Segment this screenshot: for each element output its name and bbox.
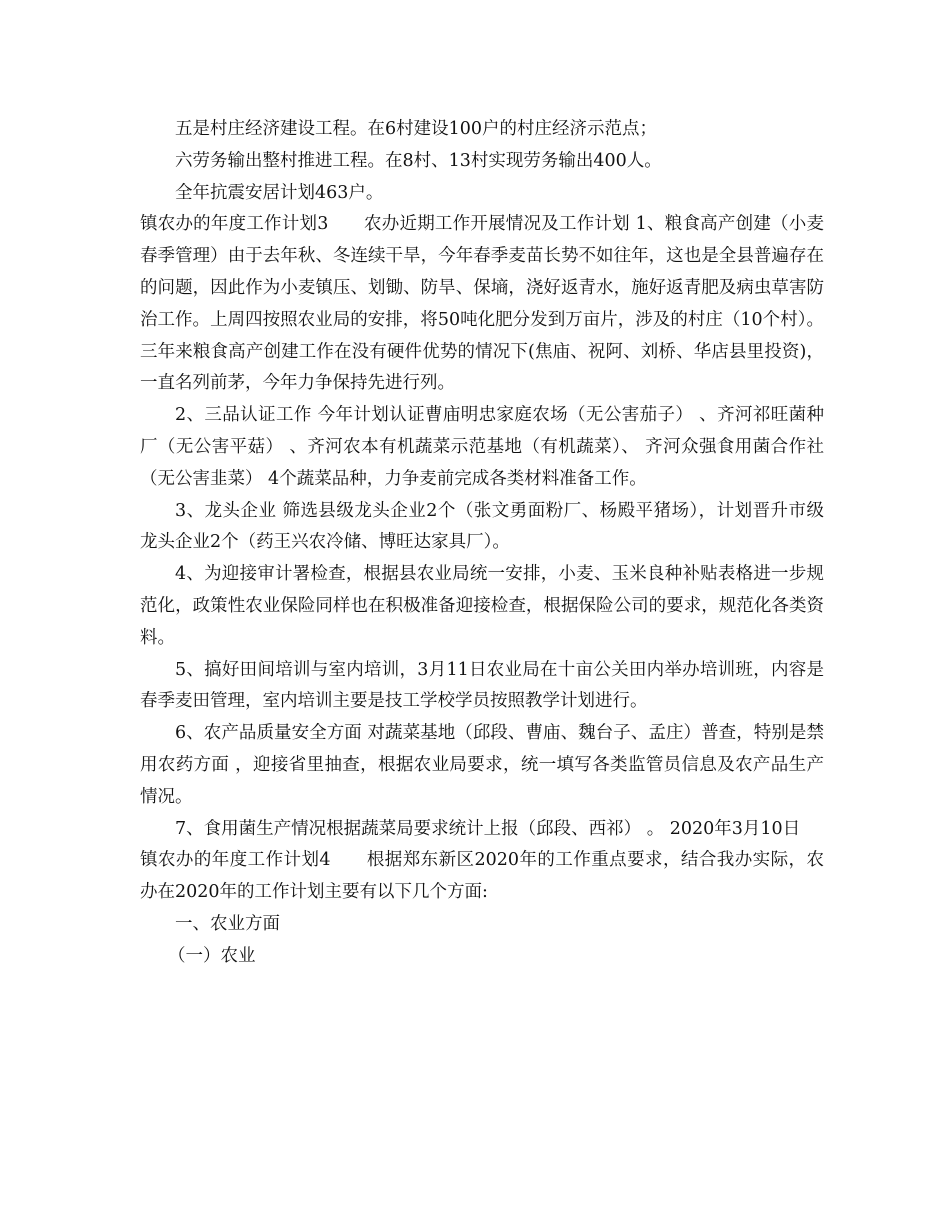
paragraph-fungus-production: 7、食用菌生产情况根据蔬菜局要求统计上报（邱段、西祁） 。 2020年3月10日 — [175, 818, 801, 839]
subheading-agriculture: （一）农业 — [168, 945, 256, 966]
paragraph-plan-3-grain: 镇农办的年度工作计划3 农办近期工作开展情况及工作计划 1、粮食高产创建（小麦春季管理）由于去年秋、冬连续干旱，今年春季麦苗长势不如往年，这也是全县普遍存在的问题，因此作为小麦镇压、划锄、防旱、保墒，浇好返青水，施好返青肥及病虫草害防治工作。上周四按照农业局的安排，将50吨化肥分发到万亩片，涉及的村庄（10个村）。三年来粮食高产创建工作在没有硬件优势的情况下(焦庙、祝阿、刘桥、华店县里投资)，一直名列前茅，今年力争保持先进行列。 — [140, 214, 824, 394]
paragraph-leading-enterprise: 3、龙头企业 筛选县级龙头企业2个（张文勇面粉厂、杨殿平猪场），计划晋升市级龙头企业2个（药王兴农冷储、博旺达家具厂）。 — [140, 500, 824, 553]
paragraph-audit-inspection: 4、为迎接审计署检查，根据县农业局统一安排，小麦、玉米良种补贴表格进一步规范化，政策性农业保险同样也在积极准备迎接检查，根据保险公司的要求，规范化各类资料。 — [140, 564, 824, 648]
paragraph-labor-export: 六劳务输出整村推进工程。在8村、13村实现劳务输出400人。 — [175, 150, 662, 171]
paragraph-village-economy: 五是村庄经济建设工程。在6村建设100户的村庄经济示范点； — [175, 119, 658, 139]
paragraph-plan-4-intro: 镇农办的年度工作计划4 根据郑东新区2020年的工作重点要求，结合我办实际，农办在2020年的工作计划主要有以下几个方面: — [140, 850, 824, 903]
paragraph-training: 5、搞好田间培训与室内培训，3月11日农业局在十亩公关田内举办培训班，内容是春季麦田管理，室内培训主要是技工学校学员按照教学计划进行。 — [140, 659, 824, 712]
paragraph-certification: 2、三品认证工作 今年计划认证曹庙明忠家庭农场（无公害茄子） 、齐河祁旺菌种厂（无公害平菇） 、齐河农本有机蔬菜示范基地（有机蔬菜）、 齐河众强食用菌合作社（无公害韭菜） 4个蔬菜品种，力争麦前完成各类材料准备工作。 — [140, 405, 824, 489]
heading-agriculture-section: 一、农业方面 — [175, 913, 280, 934]
paragraph-quality-safety: 6、农产品质量安全方面 对蔬菜基地（邱段、曹庙、魏台子、孟庄）普查，特别是禁用农药方面 ，迎接省里抽查，根据农业局要求，统一填写各类监管员信息及农产品生产情况。 — [140, 723, 824, 807]
paragraph-earthquake-housing: 全年抗震安居计划463户。 — [175, 182, 384, 203]
document-body — [140, 114, 824, 973]
